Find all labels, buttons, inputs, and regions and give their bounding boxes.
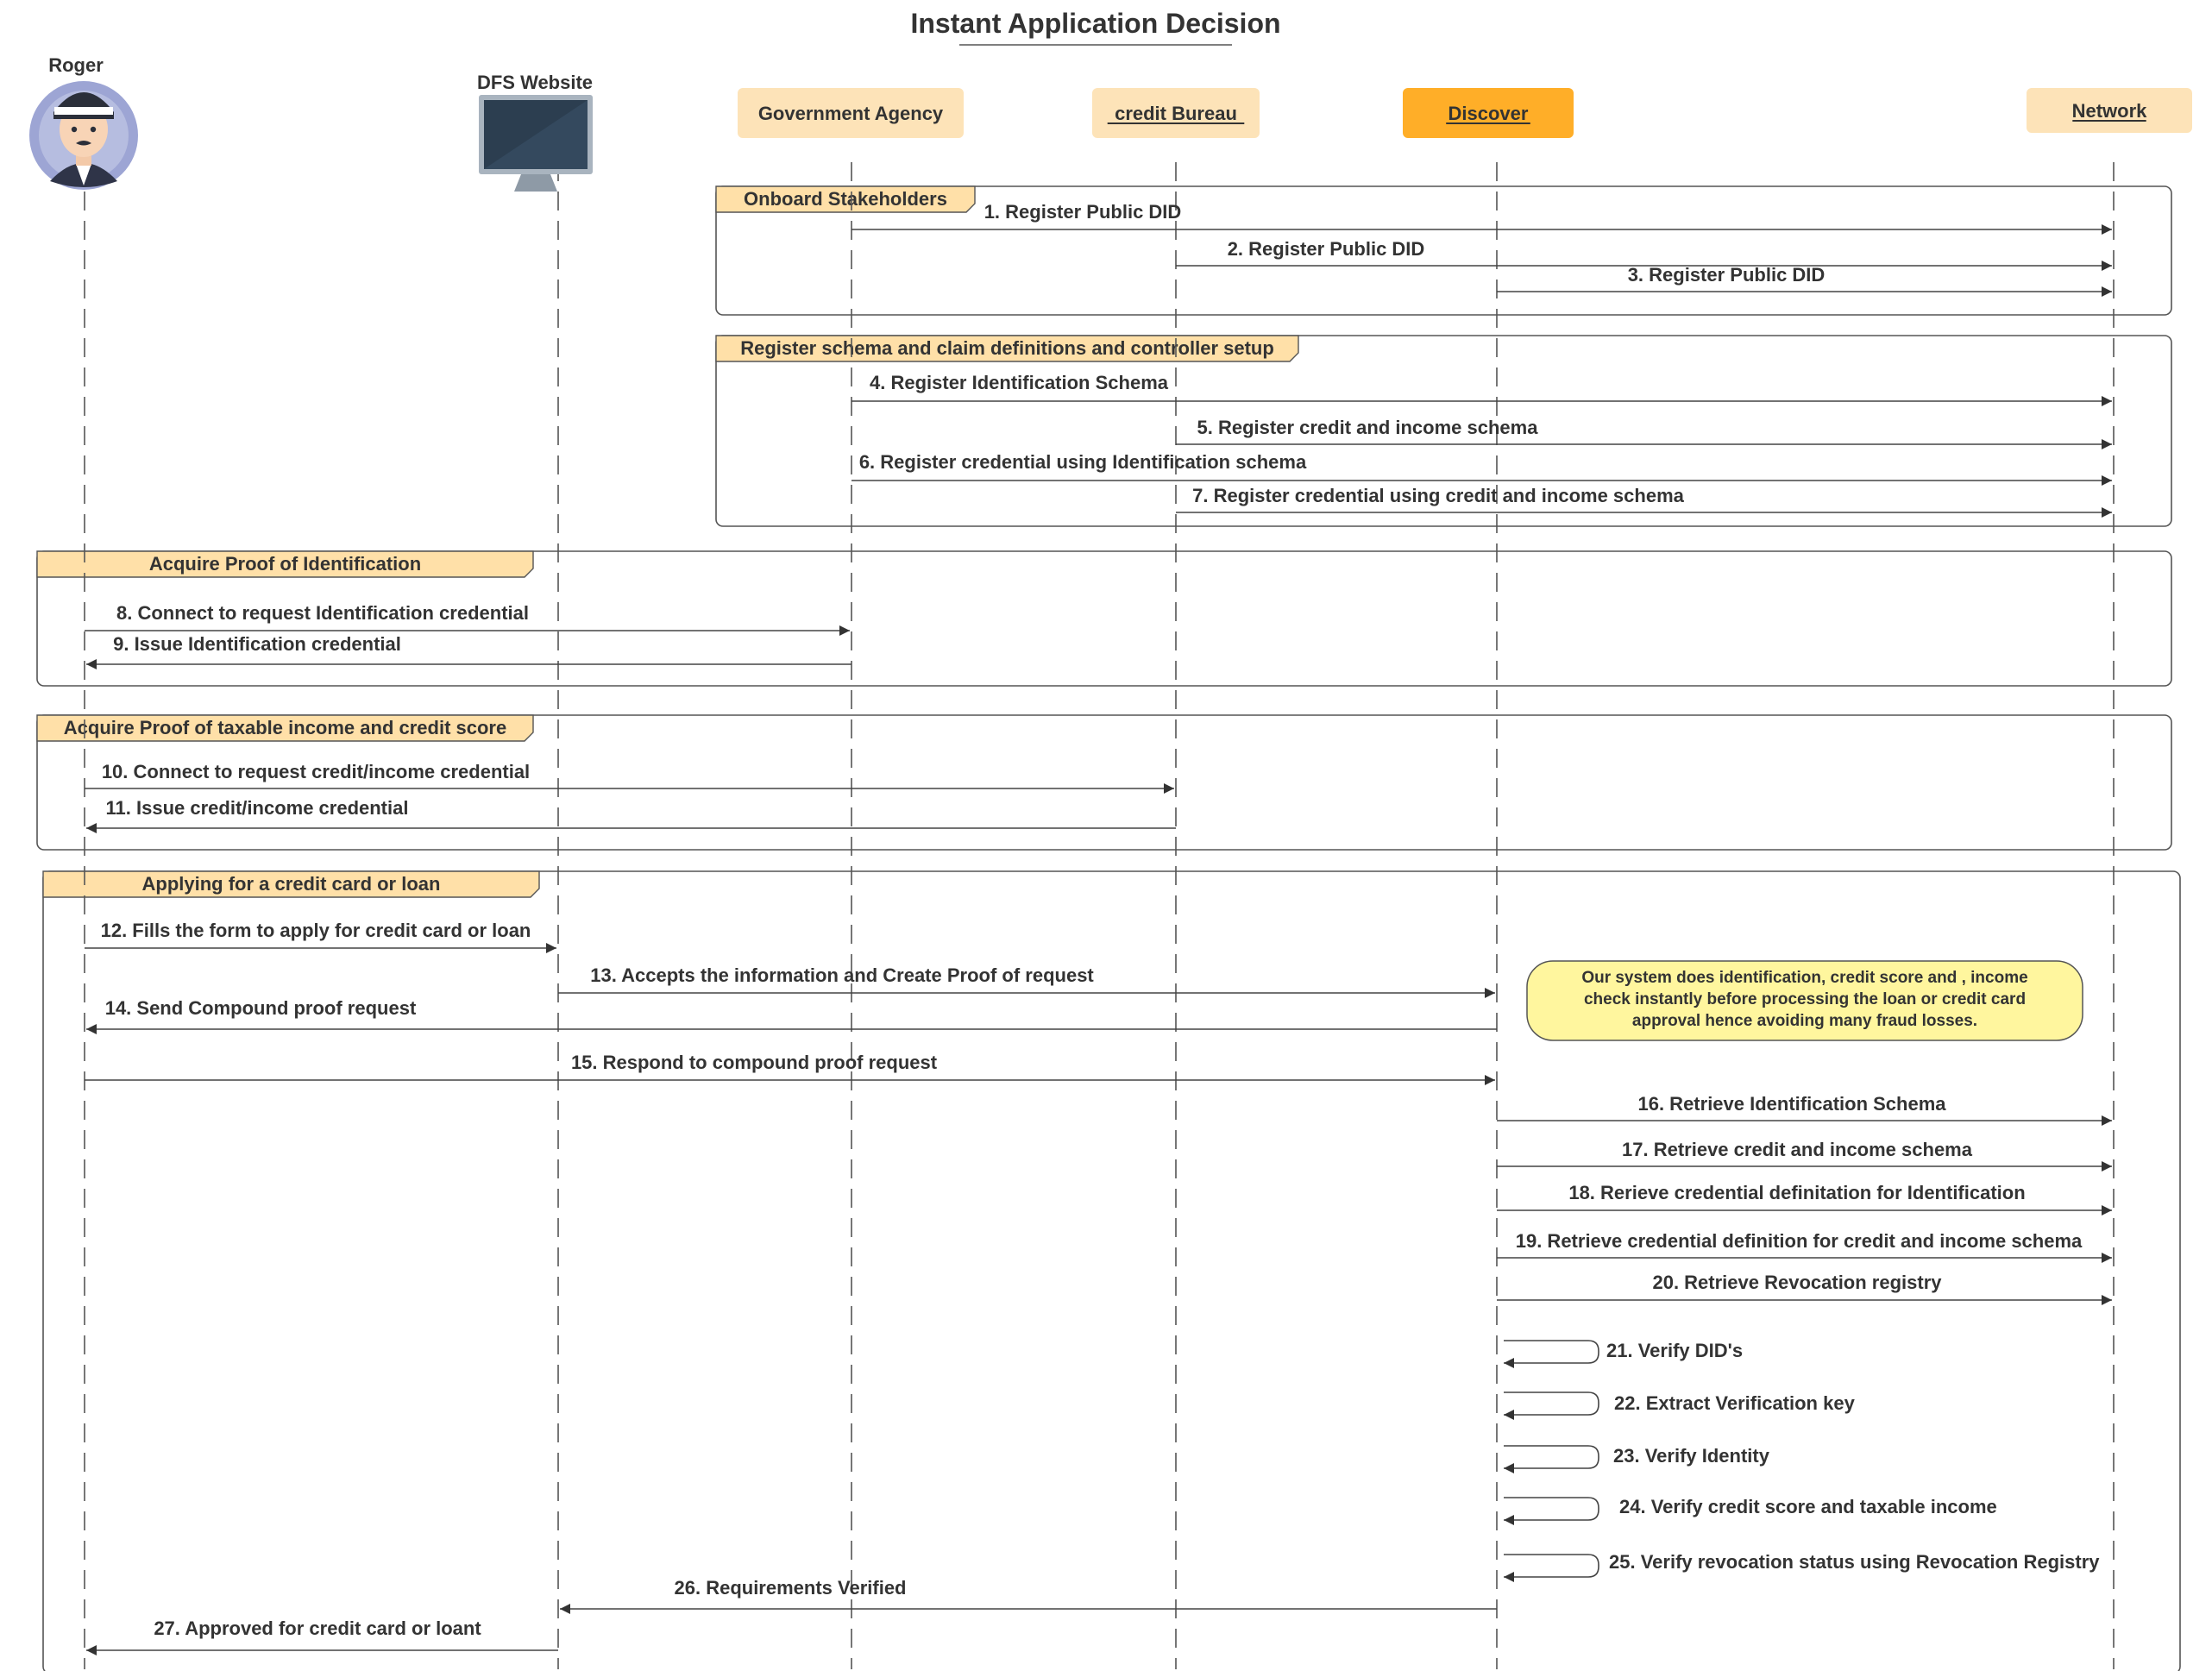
message-12	[85, 920, 556, 948]
message-11	[86, 797, 1176, 828]
message-label: 19. Retrieve credential definition for credit and income schema	[1515, 1230, 2083, 1252]
frame-1	[716, 186, 2171, 315]
frame-label: Acquire Proof of Identification	[148, 553, 422, 575]
actor-roger[interactable]	[29, 54, 138, 190]
actor-label: Government Agency	[757, 103, 944, 124]
message-13	[558, 964, 1495, 993]
self-message-arrow	[1504, 1555, 1599, 1577]
message-25	[1504, 1551, 2100, 1577]
self-message-arrow	[1504, 1341, 1599, 1363]
message-label: 10. Connect to request credit/income credential	[101, 761, 531, 782]
message-3	[1497, 264, 2112, 292]
message-2	[1176, 238, 2112, 266]
message-label: 15. Respond to compound proof request	[570, 1052, 938, 1073]
frame-label: Acquire Proof of taxable income and credit score	[63, 717, 507, 738]
message-label: 16. Retrieve Identification Schema	[1637, 1093, 1946, 1115]
message-4	[851, 372, 2112, 401]
message-label: 14. Send Compound proof request	[104, 997, 417, 1019]
message-7	[1176, 485, 2112, 512]
message-label: 20. Retrieve Revocation registry	[1652, 1272, 1942, 1293]
frame-label: Applying for a credit card or loan	[141, 873, 441, 895]
message-label: 9. Issue Identification credential	[113, 633, 401, 655]
message-5	[1176, 417, 2112, 444]
self-message-arrow	[1504, 1498, 1599, 1520]
message-label: 21. Verify DID's	[1606, 1340, 1744, 1361]
message-8	[85, 602, 850, 631]
message-label: 23. Verify Identity	[1613, 1445, 1769, 1467]
actor-label: Network	[2071, 100, 2147, 122]
message-label: 4. Register Identification Schema	[870, 372, 1168, 393]
actor-credit[interactable]	[1092, 88, 1260, 138]
message-label: 1. Register Public DID	[983, 201, 1182, 223]
actor-label: credit Bureau	[1115, 103, 1237, 124]
actors-layer	[29, 54, 2192, 192]
message-18	[1497, 1182, 2112, 1210]
actor-label: DFS Website	[476, 72, 594, 93]
actor-dfs[interactable]	[477, 72, 593, 192]
message-23	[1504, 1445, 1770, 1468]
note-line: approval hence avoiding many fraud losses.	[1631, 1012, 1978, 1030]
message-14	[86, 997, 1497, 1029]
frame-4	[37, 715, 2171, 850]
message-label: 2. Register Public DID	[1227, 238, 1425, 260]
person-avatar-icon	[29, 81, 138, 190]
message-10	[85, 761, 1174, 788]
self-message-arrow	[1504, 1446, 1599, 1468]
message-label: 12. Fills the form to apply for credit card or loan	[100, 920, 531, 941]
actor-gov[interactable]	[738, 88, 964, 138]
message-label: 24. Verify credit score and taxable income	[1619, 1496, 1997, 1517]
note-layer	[1527, 961, 2083, 1040]
actor-network[interactable]	[2027, 88, 2192, 133]
message-20	[1497, 1272, 2112, 1300]
message-21	[1504, 1340, 1743, 1363]
message-9	[86, 633, 851, 664]
message-27	[86, 1618, 558, 1650]
message-26	[560, 1577, 1497, 1609]
frame-label: Register schema and claim definitions and controller setup	[740, 337, 1274, 359]
annotation-note	[1527, 961, 2083, 1040]
message-label: 8. Connect to request Identification credential	[116, 602, 529, 624]
message-label: 5. Register credit and income schema	[1197, 417, 1538, 438]
message-22	[1504, 1392, 1856, 1415]
message-label: 22. Extract Verification key	[1614, 1392, 1855, 1414]
message-label: 25. Verify revocation status using Revocation Registry	[1609, 1551, 2100, 1573]
messages-layer	[85, 201, 2112, 1650]
message-label: 7. Register credential using credit and income schema	[1192, 485, 1684, 506]
message-label: 18. Rerieve credential definitation for Identification	[1568, 1182, 2026, 1203]
page-title: Instant Application Decision	[910, 8, 1281, 39]
monitor-icon	[479, 95, 593, 192]
message-label: 3. Register Public DID	[1627, 264, 1826, 286]
message-label: 17. Retrieve credit and income schema	[1622, 1139, 1972, 1160]
note-line: check instantly before processing the loan or credit card	[1583, 990, 2027, 1008]
message-label: 11. Issue credit/income credential	[105, 797, 409, 819]
message-24	[1504, 1496, 1997, 1520]
message-label: 13. Accepts the information and Create Proof of request	[590, 964, 1094, 986]
message-label: 6. Register credential using Identification schema	[858, 451, 1307, 473]
frame-label: Onboard Stakeholders	[744, 188, 947, 210]
note-line: Our system does identification, credit score and , income	[1581, 969, 2028, 987]
self-message-arrow	[1504, 1392, 1599, 1415]
message-1	[851, 201, 2112, 229]
message-label: 27. Approved for credit card or loant	[154, 1618, 481, 1639]
message-label: 26. Requirements Verified	[674, 1577, 907, 1599]
message-6	[851, 451, 2112, 481]
message-19	[1497, 1230, 2112, 1258]
message-17	[1497, 1139, 2112, 1166]
message-16	[1497, 1093, 2112, 1121]
actor-label: Roger	[48, 54, 104, 76]
actor-label: Discover	[1448, 103, 1529, 124]
message-15	[85, 1052, 1495, 1080]
actor-discover[interactable]	[1403, 88, 1574, 138]
